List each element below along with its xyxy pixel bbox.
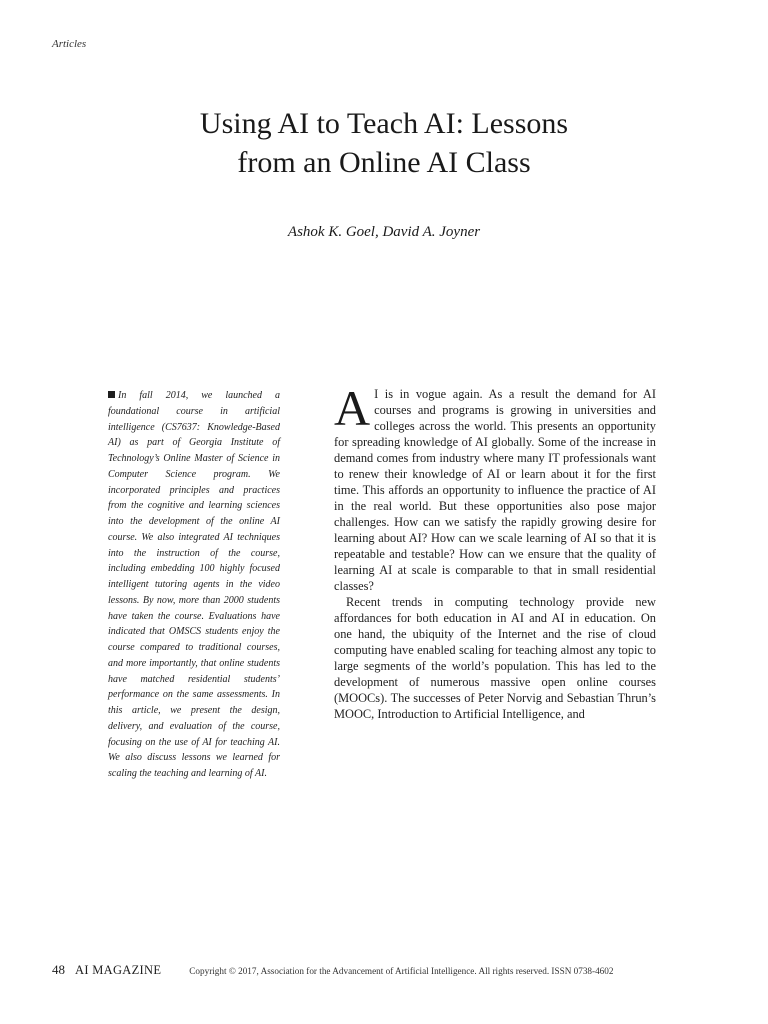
magazine-name: AI MAGAZINE bbox=[75, 963, 162, 977]
section-label: Articles bbox=[52, 38, 87, 50]
page-footer bbox=[52, 962, 662, 978]
paragraph-1-text: I is in vogue again. As a result the demand for AI courses and programs is growing in universities and colleges across the world. This presents an opportunity for spreading knowledge of AI globally. Some of the increase in demand comes from industry where many IT professionals want to renew their knowledge of AI or learn about it for the first time. This affords an opportunity to influence the practice of AI in the real world. But these opportunities also pose major challenges. How can we satisfy the rapidly growing desire for learning about AI? How can we scale learning of AI so that it is repeatable and testable? How can we ensure that the quality of learning AI at scale is comparable to that in small residential classes? bbox=[334, 387, 656, 593]
bullet-square-icon bbox=[108, 391, 115, 398]
body-paragraph-1 bbox=[334, 380, 656, 594]
title-line-2: from an Online AI Class bbox=[237, 146, 531, 179]
body-paragraph-2: Recent trends in computing technology provide new affordances for both education in AI and AI in education. On one hand, the ubiquity of the Internet and the rise of cloud computing have enabled scaling for teaching almost any topic to large segments of the world’s population. This has led to the development of numerous massive open online courses (MOOCs). The successes of Peter Norvig and Sebastian Thrun’s MOOC, Introduction to Artificial Intelligence, and bbox=[334, 595, 656, 721]
abstract-text: In fall 2014, we launched a foundational course in artificial intelligence (CS7637: Knowledge-Based AI) as part of Georgia Institute of Technology’s Online Master of Science in Computer Science program. We incorporated principles and practices from the cognitive and learning sciences into the development of the online AI course. We also integrated AI techniques into the instruction of the course, including embedding 100 highly focused intelligent tutoring agents in the video lessons. By now, more than 2000 students have taken the course. Evaluations have indicated that OMSCS students enjoy the course compared to traditional courses, and more importantly, that online students have matched residential students’ performance on the same assessments. In this article, we present the design, delivery, and evaluation of the course, focusing on the use of AI for teaching AI. We also discuss lessons we learned for scaling the teaching and learning of AI. bbox=[108, 390, 280, 779]
page-number: 48 bbox=[52, 962, 65, 977]
article-authors: Ashok K. Goel, David A. Joyner bbox=[287, 224, 481, 240]
title-line-1: Using AI to Teach AI: Lessons bbox=[199, 107, 569, 140]
body-column bbox=[334, 380, 656, 722]
copyright-notice: Copyright © 2017, Association for the Advancement of Artificial Intelligence. All rights reserved. ISSN 0738-4602 bbox=[189, 966, 614, 976]
abstract-column bbox=[108, 388, 280, 782]
drop-cap: A bbox=[334, 380, 371, 436]
article-title bbox=[0, 104, 768, 182]
